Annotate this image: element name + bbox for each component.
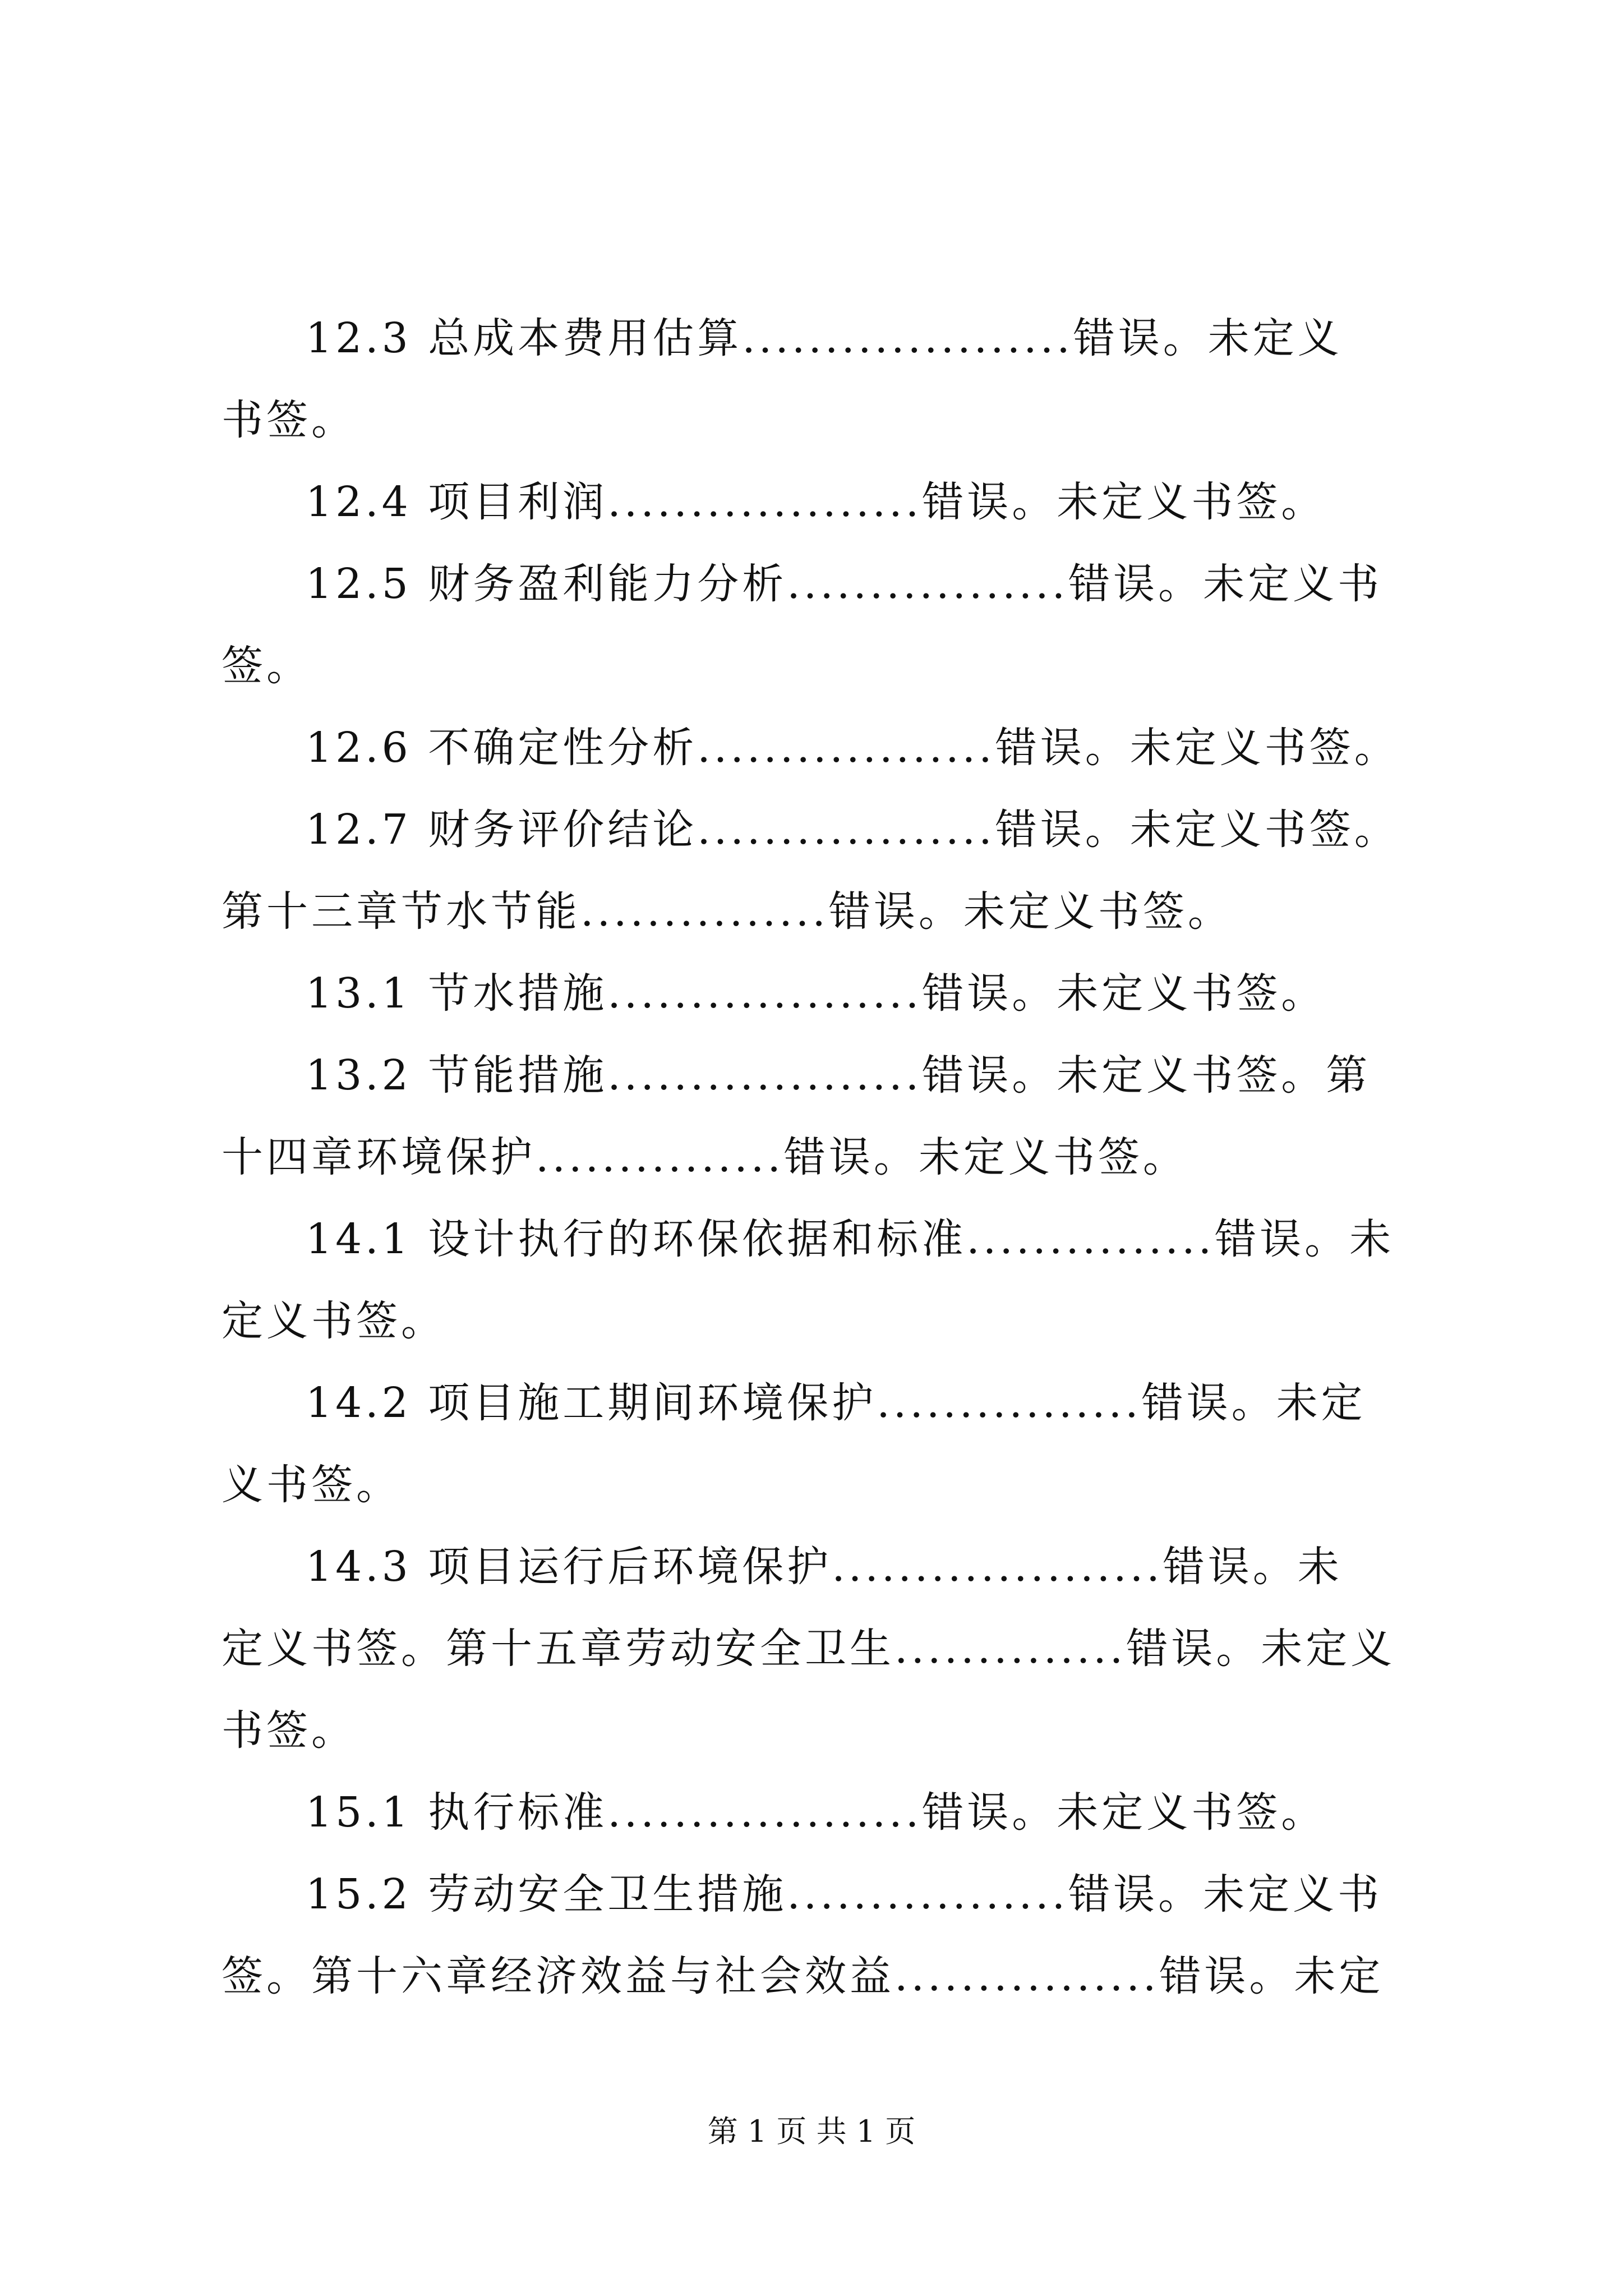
toc-line: 14.2 项目施工期间环境保护................错误。未定 (306, 1379, 1366, 1427)
toc-line: 义书签。 (222, 1461, 401, 1509)
toc-line: 15.2 劳动安全卫生措施.................错误。未定义书 (306, 1870, 1383, 1918)
toc-line: 十四章环境保护...............错误。未定义书签。 (222, 1133, 1188, 1181)
toc-line: 12.7 财务评价结论..................错误。未定义书签。 (306, 806, 1399, 854)
toc-line: 第十三章节水节能...............错误。未定义书签。 (222, 887, 1233, 936)
toc-line: 13.2 节能措施...................错误。未定义书签。第 (306, 1051, 1371, 1099)
toc-body (222, 297, 1410, 2017)
toc-line: 签。 (222, 642, 311, 690)
toc-line: 12.5 财务盈利能力分析.................错误。未定义书 (306, 560, 1383, 608)
toc-line: 签。第十六章经济效益与社会效益................错误。未定 (222, 1952, 1384, 2000)
page-footer: 第 1 页 共 1 页 (707, 2114, 916, 2149)
toc-line: 定义书签。 (222, 1297, 446, 1345)
toc-line: 14.1 设计执行的环保依据和标准...............错误。未 (306, 1215, 1395, 1263)
toc-line: 定义书签。第十五章劳动安全卫生..............错误。未定义 (222, 1625, 1396, 1673)
toc-line: 14.3 项目运行后环境保护....................错误。未 (306, 1543, 1343, 1591)
toc-line: 书签。 (222, 396, 356, 444)
toc-line: 12.4 项目利润...................错误。未定义书签。 (306, 478, 1326, 526)
toc-line: 12.3 总成本费用估算....................错误。未定义 (306, 314, 1343, 362)
toc-line: 12.6 不确定性分析..................错误。未定义书签。 (306, 724, 1399, 772)
toc-line: 书签。 (222, 1706, 356, 1755)
toc-line: 13.1 节水措施...................错误。未定义书签。 (306, 969, 1326, 1018)
toc-line: 15.1 执行标准...................错误。未定义书签。 (306, 1788, 1326, 1837)
